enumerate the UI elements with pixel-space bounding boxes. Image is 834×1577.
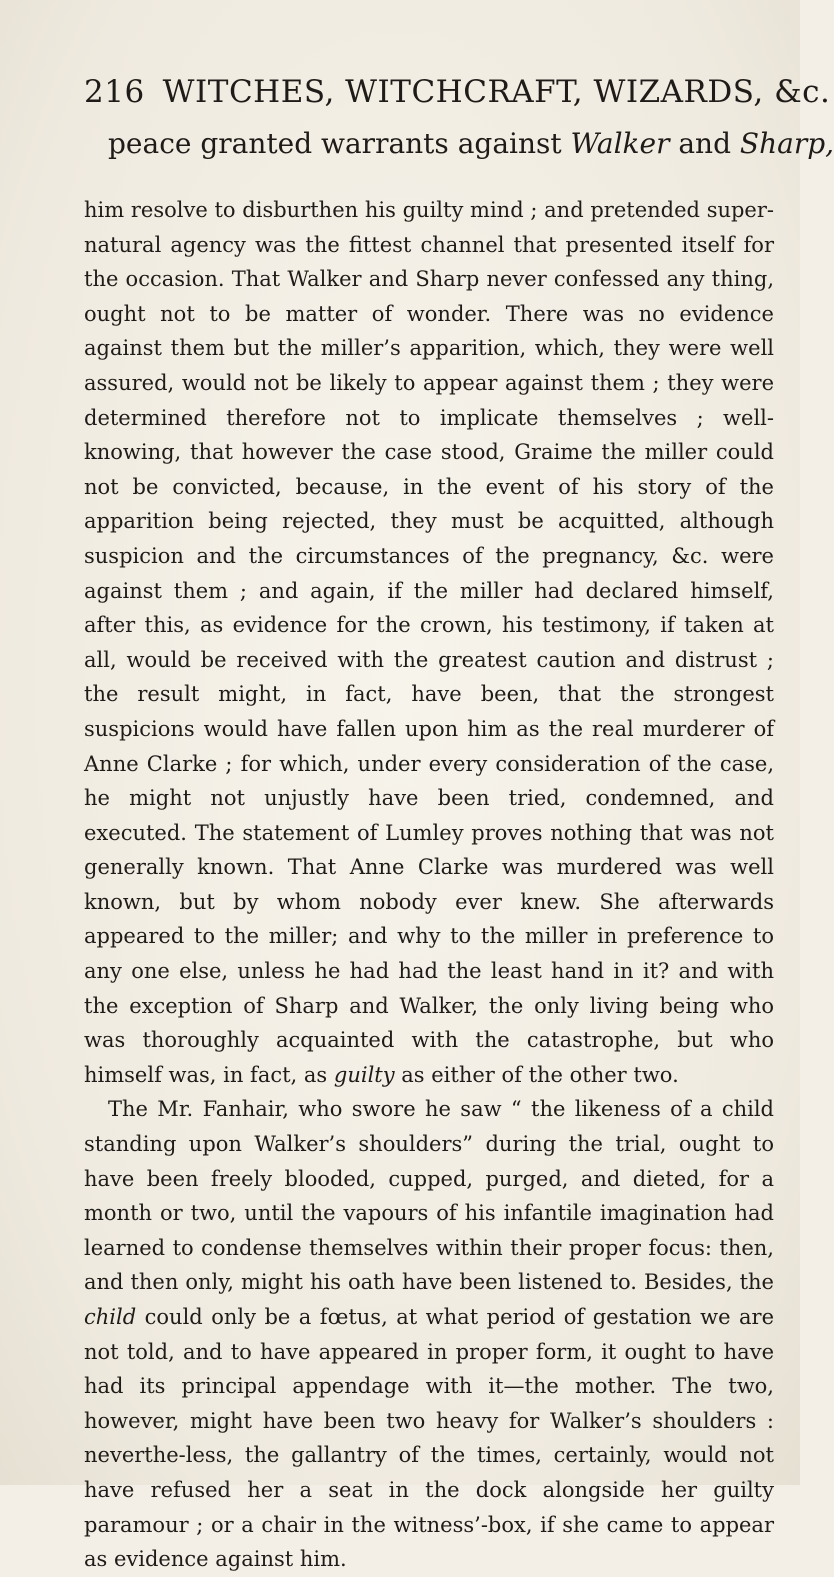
page-number: 216: [84, 74, 145, 110]
paragraph-2: [84, 1092, 774, 1576]
paragraph-2-text-b: could only be a fœtus, at what period of gestation we are not told, and to have appeared in proper form, it ought to have had its principal appendage with it—the mother. The two, however, might have been two heavy for Walker’s shoulders : neverthe-less, the gallantry of the times, certainly, would not have refused her a seat in the dock alongside her guilty paramour ; or a chair in the witness’-box, if she came to appear as evidence against him.: [84, 1305, 774, 1572]
paragraph-1-text-b: as either of the other two.: [394, 1062, 679, 1087]
catchline-mid: and: [669, 127, 740, 160]
catchline-name-sharp: Sharp,: [739, 127, 834, 160]
catchline: [108, 127, 834, 160]
catchline-name-walker: Walker: [570, 127, 670, 160]
catchline-prefix: peace granted warrants against: [108, 127, 571, 160]
running-header: [84, 74, 831, 110]
paragraph-1-italic: guilty: [333, 1062, 395, 1087]
paragraph-1-text-a: him resolve to disburthen his guilty mind ; and pretended super-natural agency was the fittest channel that presented itself for the occasion. That Walker and Sharp never confessed any thing, ought not to be matter of wonder. There was no evidence against them but the miller’s apparition, which, they were well assured, would not be likely to appear against them ; they were determined therefore not to implicate themselves ; well-knowing, that however the case stood, Graime the miller could not be convicted, because, in the event of his story of the apparition being rejected, they must be acquitted, although suspicion and the circumstances of the pregnancy, &c. were against them ; and again, if the miller had declared himself, after this, as evidence for the crown, his testimony, if taken at all, would be received with the greatest caution and distrust ; the result might, in fact, have been, that the strongest suspicions would have fallen upon him as the real murderer of Anne Clarke ; for which, under every consideration of the case, he might not unjustly have been tried, condemned, and executed. The statement of Lumley proves nothing that was not generally known. That Anne Clarke was murdered was well known, but by whom nobody ever knew. She afterwards appeared to the miller; and why to the miller in preference to any one else, unless he had had the least hand in it? and with the exception of Sharp and Walker, the only living being who was thoroughly acquainted with the catastrophe, but who himself was, in fact, as: [84, 198, 774, 1087]
paragraph-2-text-a: The Mr. Fanhair, who swore he saw “ the likeness of a child standing upon Walker’s shoulders” during the trial, ought to have been freely blooded, cupped, purged, and dieted, for a month or two, until the vapours of his infantile imagination had learned to condense themselves within their proper focus: then, and then only, might his oath have been listened to. Besides, the: [84, 1097, 774, 1295]
running-title: WITCHES, WITCHCRAFT, WIZARDS, &c.: [162, 74, 831, 110]
body-text: [84, 193, 774, 1577]
paragraph-2-italic: child: [84, 1305, 137, 1329]
paragraph-1: [84, 193, 774, 1092]
